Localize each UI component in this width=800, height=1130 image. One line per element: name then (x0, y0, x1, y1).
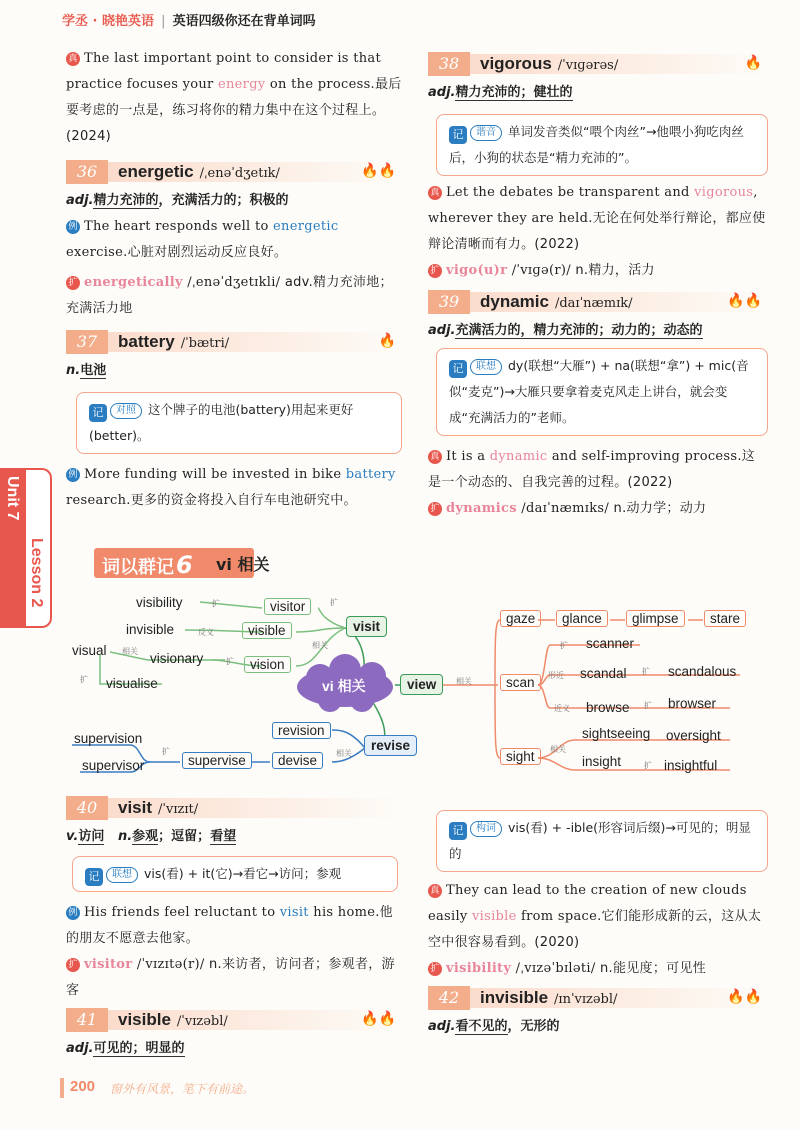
definition: n.电池 (66, 363, 107, 378)
relation-label: 扩 (212, 599, 220, 608)
phonetic: /daɪˈnæmɪk/ (554, 296, 633, 311)
memo-icon: 记 (449, 822, 467, 840)
memo-box-visit: 记 联想 vis(看) + it(它)→看它→访问；参观 (72, 856, 398, 892)
intro-example: 真 The last important point to consider is that practice focuses your energy on the process.最后要考虑的一点是，练习将你的精力集中在这个过程上。(2024) (66, 51, 402, 144)
definition: adj.精力充沛的，充满活力的；积极的 (66, 193, 289, 208)
node-supervisor: supervisor (82, 758, 145, 773)
extend-icon: 扩 (428, 502, 442, 516)
memo-icon: 记 (89, 404, 107, 422)
relation-label: 相关 (550, 745, 566, 754)
real-exam-icon: 真 (428, 186, 442, 200)
node-glance: glance (556, 610, 608, 627)
unit-label: Unit 7 (4, 476, 21, 521)
relation-label: 反义 (198, 628, 214, 637)
word-header-visible (66, 1008, 402, 1032)
extend-icon: 扩 (428, 264, 442, 278)
relation-label: 相关 (122, 647, 138, 656)
node-browser: browser (668, 696, 717, 711)
node-gaze: gaze (500, 610, 541, 627)
frequency-fire-icon: 🔥 (744, 55, 762, 71)
relation-label: 近义 (554, 704, 570, 713)
lesson-label: Lesson 2 (28, 538, 45, 608)
definition: v.访问 n.参观；逗留；看望 (66, 829, 237, 844)
word-number: 38 (428, 52, 470, 76)
frequency-fire-icon: 🔥🔥 (361, 1011, 396, 1027)
center-node: vi 相关 (322, 678, 366, 694)
definition: adj.精力充沛的；健壮的 (428, 85, 573, 100)
node-visit: visit (346, 616, 387, 637)
node-visible: visible (242, 622, 292, 639)
headword: visible (118, 1010, 171, 1029)
word-header-invisible (428, 986, 768, 1010)
word-number: 39 (428, 290, 470, 314)
example-energetic: 例 The heart responds well to energetic exercise.心脏对剧烈运动反应良好。 (66, 219, 339, 260)
relation-label: 扩 (330, 598, 338, 607)
word-number: 37 (66, 330, 108, 354)
node-view: view (400, 674, 443, 695)
node-scandal: scandal (580, 666, 627, 681)
phonetic: /ˈbætri/ (180, 336, 230, 351)
derivative-vigour: 扩 vigo(u)r /ˈvɪɡə(r)/ n.精力，活力 (428, 258, 768, 284)
extend-icon: 扩 (428, 962, 442, 976)
node-visionary: visionary (150, 651, 204, 666)
example-dynamic: 真 It is a dynamic and self-improving process.这是一个动态的、自我完善的过程。(2022) (428, 449, 756, 490)
definition: adj.充满活力的，精力充沛的；动力的；动态的 (428, 323, 703, 338)
node-scanner: scanner (586, 636, 635, 651)
example-visit: 例 His friends feel reluctant to visit his home.他的朋友不愿意去他家。 (66, 905, 393, 946)
page-number: 200 (70, 1078, 96, 1095)
node-visibility: visibility (136, 595, 183, 610)
page-header: 学丞 · 晓艳英语 | 英语四级你还在背单词吗 (62, 14, 316, 29)
real-exam-icon: 真 (428, 450, 442, 464)
relation-label: 扩 (560, 641, 568, 650)
node-visualise: visualise (106, 676, 158, 691)
extend-icon: 扩 (66, 276, 80, 290)
footer-slogan: 窗外有风景，笔下有前途。 (110, 1082, 255, 1096)
frequency-fire-icon: 🔥🔥 (727, 293, 762, 309)
example-battery: 例 More funding will be invested in bike battery research.更多的资金将投入自行车电池研究中。 (66, 467, 396, 508)
node-visitor: visitor (264, 598, 311, 615)
node-insight: insight (582, 754, 622, 769)
memo-box-visible: 记 构词 vis(看) + -ible(形容词后缀)→可见的；明显的 (436, 810, 768, 872)
relation-label: 相关 (456, 677, 472, 686)
derivative-energetically: 扩 energetically /ˌenəˈdʒetɪkli/ adv.精力充沛地；充满活力地 (66, 275, 393, 316)
node-insightful: insightful (664, 758, 718, 773)
relation-label: 扩 (162, 747, 170, 756)
phonetic: /ˈvɪɡərəs/ (557, 58, 619, 73)
definition: adj.看不见的，无形的 (428, 1019, 560, 1034)
memo-box-dynamic: 记 联想 dy(联想“大雁”) + na(联想“拿”) + mic(音似“麦克”)→大雁只要拿着麦克风走上讲台，就会变成“充满活力的”老师。 (436, 348, 768, 436)
node-sightseeing: sightseeing (582, 726, 651, 741)
node-stare: stare (704, 610, 746, 627)
word-header-battery (66, 330, 402, 354)
node-devise: devise (272, 752, 323, 769)
node-invisible: invisible (126, 622, 175, 637)
relation-label: 形近 (548, 671, 564, 680)
derivative-visibility: 扩 visibility /ˌvɪzəˈbɪləti/ n.能见度；可见性 (428, 956, 768, 982)
page-footer (60, 1076, 760, 1100)
phonetic: /ˌenəˈdʒetɪk/ (199, 166, 280, 181)
relation-label: 相关 (336, 749, 352, 758)
headword: visit (118, 798, 153, 817)
relation-label: 扩 (80, 675, 88, 684)
word-number: 41 (66, 1008, 108, 1032)
node-revision: revision (272, 722, 331, 739)
word-number: 36 (66, 160, 108, 184)
node-sight: sight (500, 748, 541, 765)
derivative-dynamics: 扩 dynamics /daɪˈnæmɪks/ n.动力学；动力 (428, 496, 768, 522)
example-icon: 例 (66, 906, 80, 920)
memo-box-battery: 记 对照 这个牌子的电池(battery)用起来更好(better)。 (76, 392, 402, 454)
memo-icon: 记 (449, 126, 467, 144)
node-visual: visual (72, 643, 107, 658)
relation-label: 扩 (644, 701, 652, 710)
memo-icon: 记 (85, 868, 103, 886)
headword: battery (118, 332, 175, 351)
node-browse: browse (586, 700, 630, 715)
definition: adj.可见的；明显的 (66, 1041, 185, 1056)
phonetic: /ˈvɪzɪt/ (158, 802, 199, 817)
frequency-fire-icon: 🔥 (378, 333, 396, 349)
headword: vigorous (480, 54, 552, 73)
word-number: 42 (428, 986, 470, 1010)
group-badge: 词以群记6 (102, 551, 193, 579)
phonetic: /ɪnˈvɪzəbl/ (554, 992, 618, 1007)
node-supervise: supervise (182, 752, 252, 769)
node-revise: revise (364, 735, 417, 756)
example-vigorous: 真 Let the debates be transparent and vigorous, wherever they are held.无论在何处举行辩论，都应使辩论清晰而有力。(2022) (428, 185, 766, 252)
node-vision: vision (244, 656, 291, 673)
header-brand: 学丞 · 晓艳英语 (62, 14, 154, 29)
node-glimpse: glimpse (626, 610, 685, 627)
node-scandalous: scandalous (668, 664, 737, 679)
phonetic: /ˈvɪzəbl/ (176, 1014, 228, 1029)
relation-label: 相关 (312, 641, 328, 650)
word-header-vigorous (428, 52, 768, 76)
relation-label: 扩 (642, 667, 650, 676)
real-exam-icon: 真 (66, 52, 80, 66)
word-header-visit (66, 796, 402, 820)
example-visible: 真 They can lead to the creation of new clouds easily visible from space.它们能形成新的云，这从太空中很容易看到。(2020) (428, 883, 762, 950)
frequency-fire-icon: 🔥🔥 (727, 989, 762, 1005)
headword: energetic (118, 162, 194, 181)
relation-label: 扩 (644, 761, 652, 770)
headword: invisible (480, 988, 549, 1007)
word-number: 40 (66, 796, 108, 820)
header-title: 英语四级你还在背单词吗 (172, 14, 316, 29)
extend-icon: 扩 (66, 958, 80, 972)
word-header-energetic (66, 160, 402, 184)
example-icon: 例 (66, 468, 80, 482)
real-exam-icon: 真 (428, 884, 442, 898)
memo-box-vigorous: 记 谐音 单词发音类似“喂个肉丝”→他喂小狗吃肉丝后，小狗的状态是“精力充沛的”。 (436, 114, 768, 176)
headword: dynamic (480, 292, 549, 311)
node-supervision: supervision (74, 731, 143, 746)
node-oversight: oversight (666, 728, 721, 743)
relation-label: 扩 (226, 657, 234, 666)
example-icon: 例 (66, 220, 80, 234)
word-header-dynamic (428, 290, 768, 314)
frequency-fire-icon: 🔥🔥 (361, 163, 396, 179)
group-section-header (66, 548, 766, 580)
memo-icon: 记 (449, 360, 467, 378)
node-scan: scan (500, 674, 541, 691)
group-title: vi 相关 (216, 555, 270, 574)
derivative-visitor: 扩 visitor /ˈvɪzɪtə(r)/ n.来访者，访问者；参观者，游客 (66, 957, 395, 998)
